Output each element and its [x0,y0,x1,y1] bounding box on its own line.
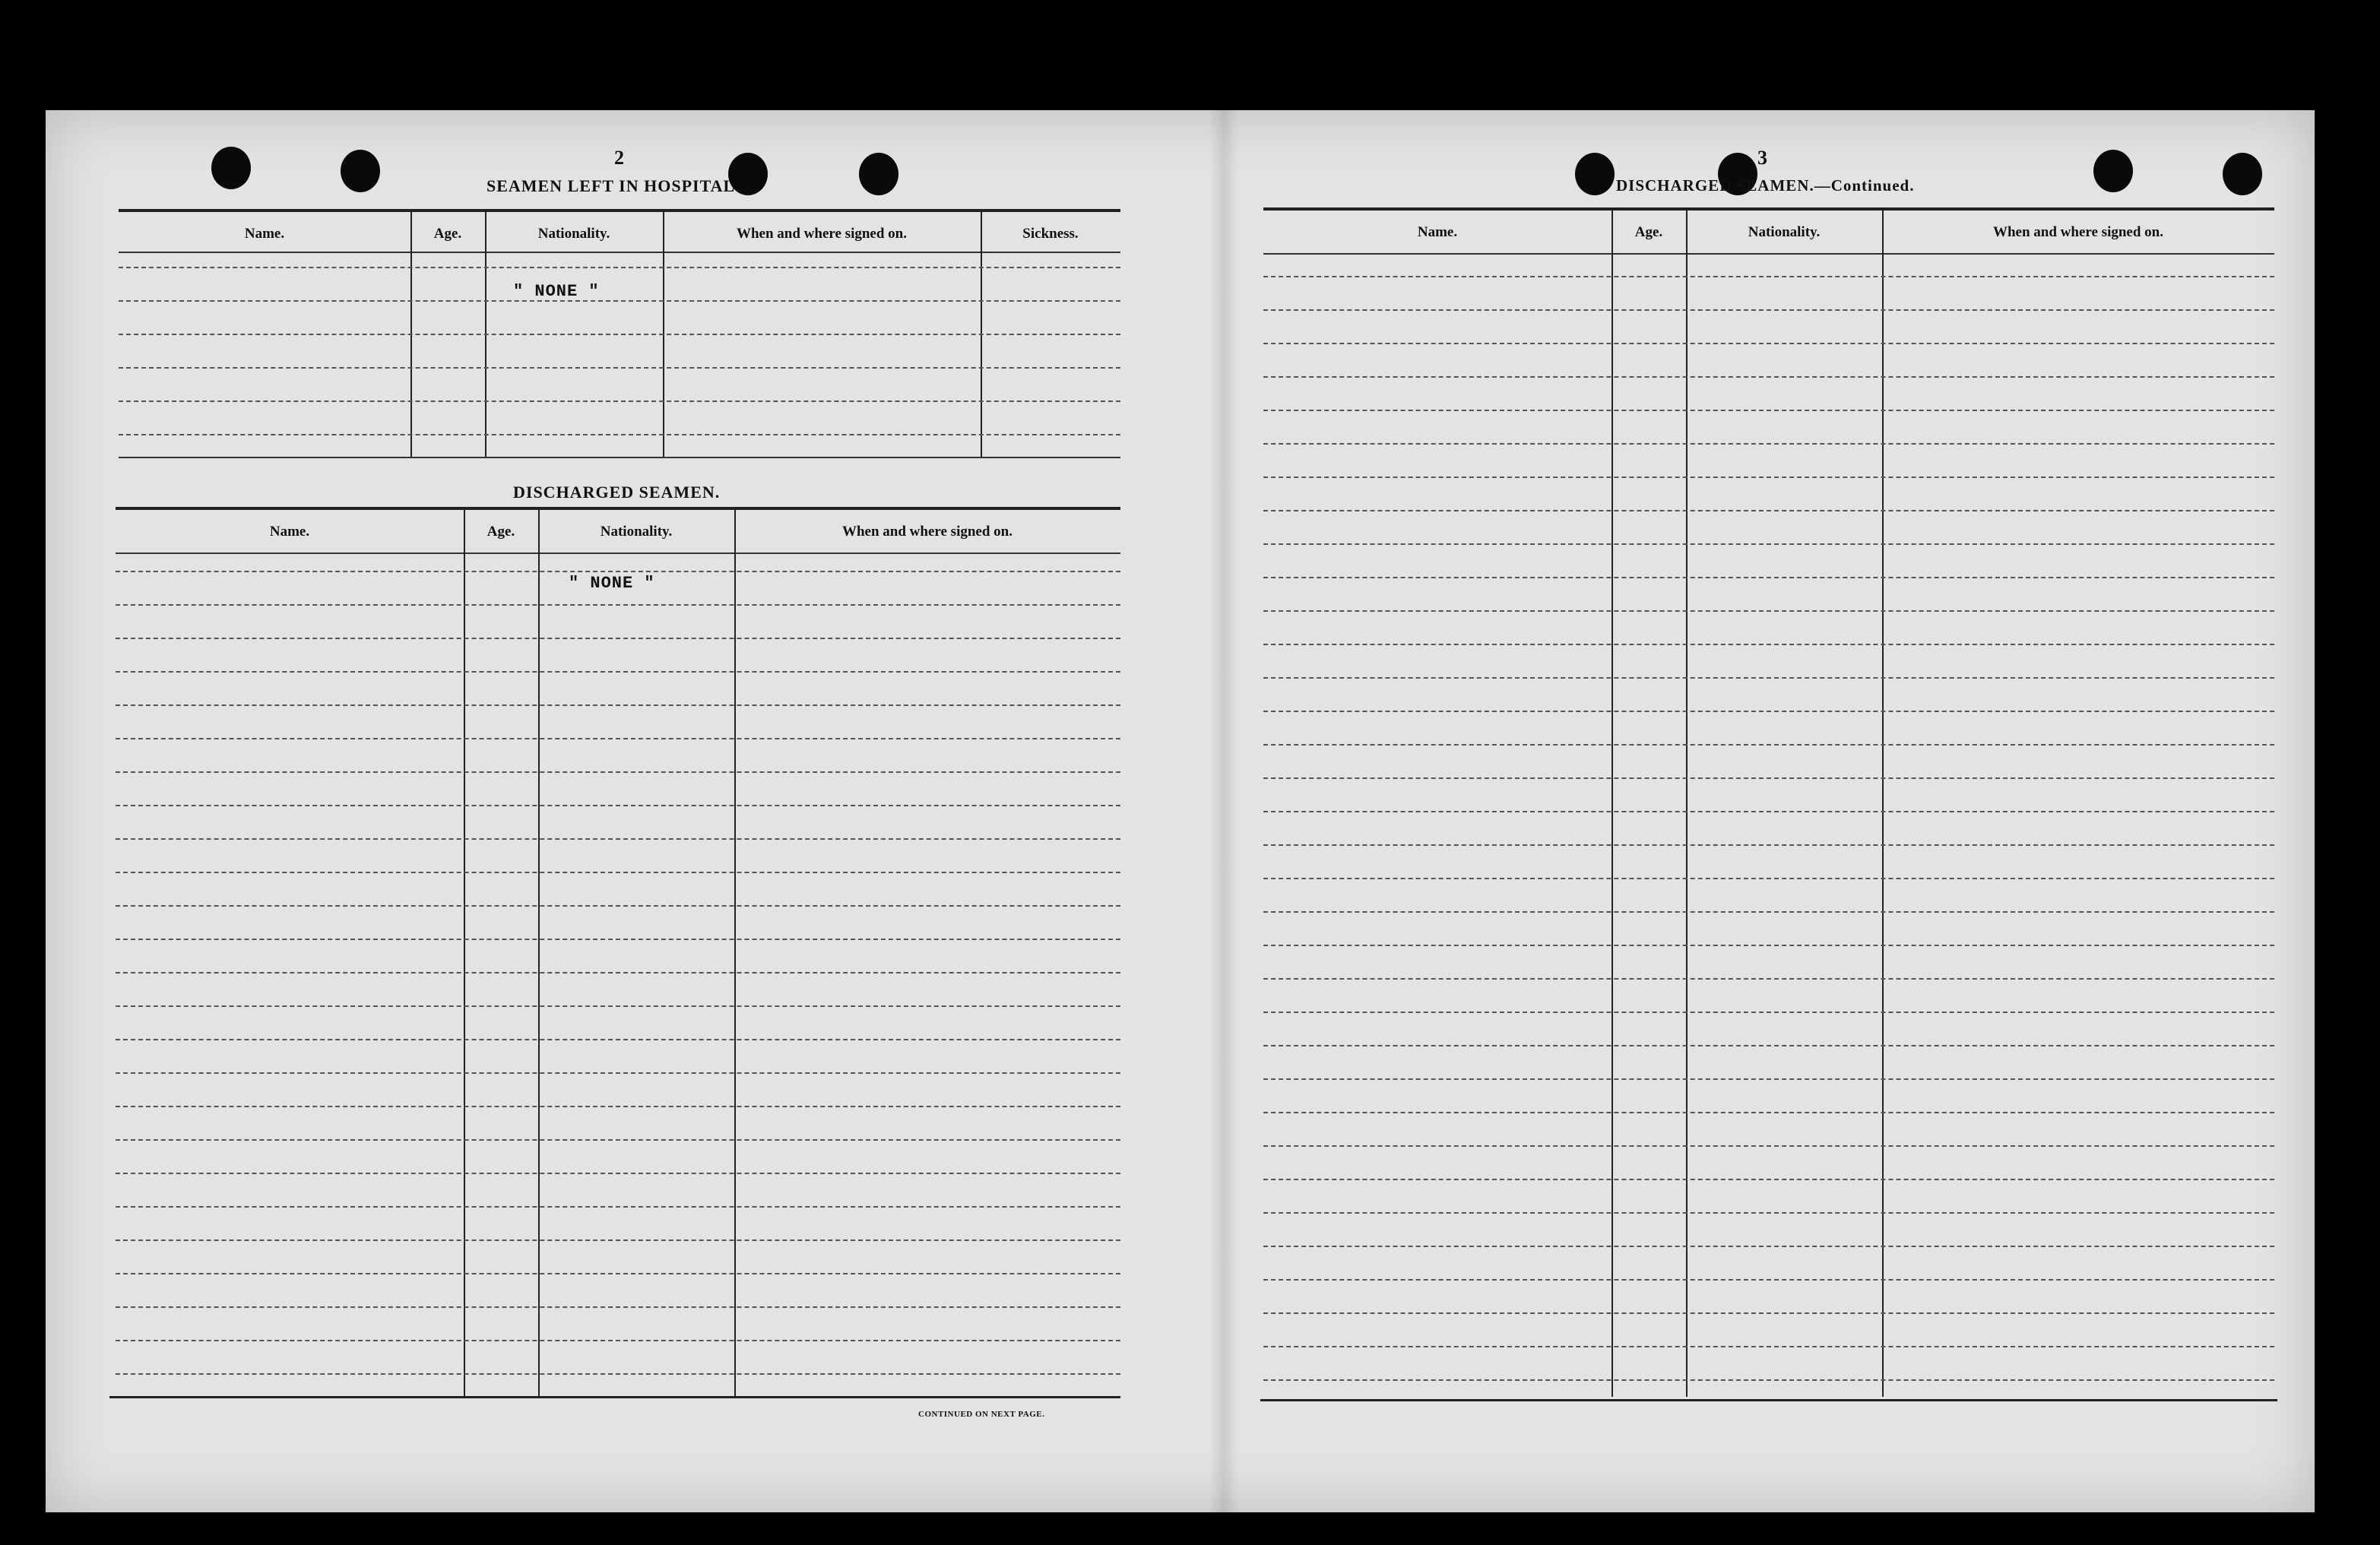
continued-note: CONTINUED ON NEXT PAGE. [918,1410,1045,1419]
col-age: Age. [486,524,515,540]
punch-hole [859,153,898,195]
col-age: Age. [1634,224,1663,240]
col-name: Name. [244,226,285,242]
punch-hole [341,150,380,192]
col-age: Age. [433,226,462,242]
col-name: Name. [269,524,310,540]
hospital-section-title: SEAMEN LEFT IN HOSPITAL. [486,176,740,195]
col-nationality: Nationality. [1748,224,1821,240]
col-name: Name. [1417,224,1458,240]
col-sickness: Sickness. [1022,226,1079,242]
discharged-continued-title: DISCHARGED SEAMEN.—Continued. [1616,176,1915,195]
hospital-none-entry: " NONE " [513,282,600,301]
col-nationality: Nationality. [537,226,610,242]
left-bottom-rule [109,1396,1120,1398]
punch-hole [1575,153,1615,195]
col-signed-on: When and where signed on. [1992,224,2163,240]
col-nationality: Nationality. [600,524,673,540]
col-signed-on: When and where signed on. [841,524,1013,540]
ledger-sheet [46,110,2315,1512]
punch-hole [2223,153,2262,195]
discharged-section-title: DISCHARGED SEAMEN. [513,483,721,502]
punch-hole [2093,150,2133,192]
punch-hole [211,147,251,189]
right-bottom-rule [1260,1399,2277,1401]
discharged-table-left [116,507,1120,1510]
discharged-none-entry: " NONE " [569,574,655,593]
discharged-table-right [1263,207,2274,1401]
right-page-number: 3 [1757,147,1767,169]
col-signed-on: When and where signed on. [736,226,907,242]
left-page-number: 2 [614,147,624,169]
